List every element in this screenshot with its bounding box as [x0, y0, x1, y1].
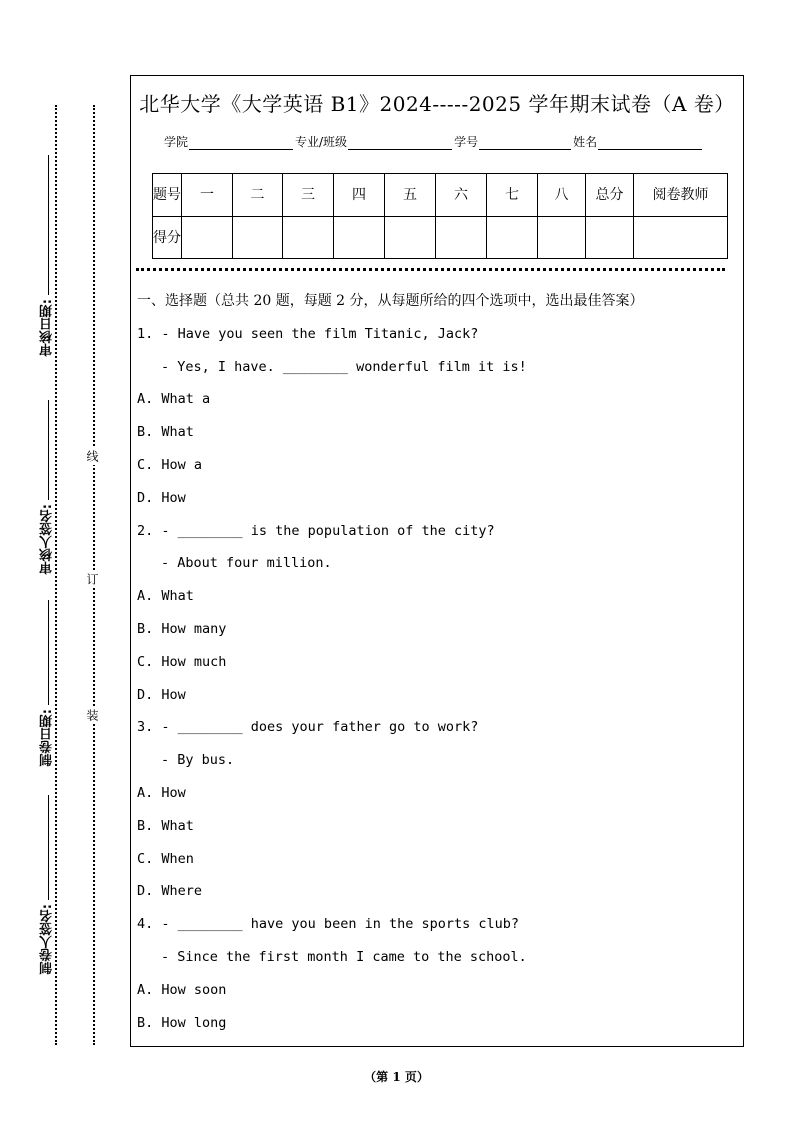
dotted-separator [136, 268, 725, 271]
question-1-option-c: C. How a [137, 456, 203, 473]
col-5: 五 [385, 174, 436, 217]
section-heading: 一、选择题（总共 20 题，每题 2 分，从每题所给的四个选项中，选出最佳答案） [137, 293, 644, 309]
review-date-label: 审核日期: [40, 299, 55, 357]
major-label: 专业/班级 [295, 135, 348, 149]
college-label: 学院 [164, 135, 189, 149]
reviewer-sign-blank[interactable] [48, 400, 49, 500]
student-info-row [164, 133, 704, 150]
score-table-header-row [153, 174, 728, 217]
question-2-response: - About four million. [161, 555, 332, 572]
reviewer-sign-field [38, 400, 58, 574]
score-table [152, 173, 728, 259]
col-3: 三 [283, 174, 334, 217]
question-1: 1. - Have you seen the film Titanic, Jack? [137, 325, 479, 342]
score-table-score-row [153, 217, 728, 259]
score-cell[interactable] [334, 217, 385, 259]
question-1-option-a: A. What a [137, 391, 211, 408]
score-cell-grader[interactable] [634, 217, 728, 259]
col-6: 六 [436, 174, 487, 217]
question-1-response: - Yes, I have. ________ wonderful film it is! [161, 358, 527, 375]
question-3-response: - By bus. [161, 752, 235, 769]
score-cell[interactable] [538, 217, 586, 259]
question-4-option-a: A. How soon [137, 981, 227, 998]
binding-pack-char: 装 [85, 706, 101, 724]
row-label-question: 题号 [153, 174, 182, 217]
col-2: 二 [233, 174, 283, 217]
question-3-option-a: A. How [137, 784, 186, 801]
col-8: 八 [538, 174, 586, 217]
question-list [137, 291, 733, 1045]
question-1-option-d: D. How [137, 489, 186, 506]
col-total: 总分 [586, 174, 634, 217]
col-grader: 阅卷教师 [634, 174, 728, 217]
score-cell-total[interactable] [586, 217, 634, 259]
name-blank[interactable] [598, 137, 702, 150]
question-2-option-b: B. How many [137, 620, 227, 637]
review-date-field [38, 155, 58, 356]
score-cell[interactable] [283, 217, 334, 259]
name-label: 姓名 [573, 135, 598, 149]
question-4-response: - Since the first month I came to the school. [161, 948, 527, 965]
prep-sign-field [38, 795, 58, 974]
student-id-blank[interactable] [479, 137, 571, 150]
question-2-option-d: D. How [137, 686, 186, 703]
question-2-option-c: C. How much [137, 653, 227, 670]
question-1-option-b: B. What [137, 424, 194, 441]
question-3: 3. - ________ does your father go to work? [137, 719, 479, 736]
college-blank[interactable] [189, 137, 293, 150]
col-4: 四 [334, 174, 385, 217]
prep-date-field [38, 600, 58, 766]
student-id-label: 学号 [454, 135, 479, 149]
question-3-option-c: C. When [137, 850, 194, 867]
prep-date-blank[interactable] [48, 600, 49, 705]
page-number: （第 1 页） [364, 1070, 429, 1084]
question-2: 2. - ________ is the population of the city? [137, 522, 495, 539]
score-cell[interactable] [436, 217, 487, 259]
exam-frame [130, 75, 744, 1047]
binding-line-char: 线 [85, 447, 101, 465]
score-cell[interactable] [487, 217, 538, 259]
prep-date-label: 制卷日期: [40, 709, 55, 767]
question-2-option-a: A. What [137, 588, 194, 605]
row-label-score: 得分 [153, 217, 182, 259]
reviewer-sign-label: 审核人签名: [40, 504, 55, 575]
score-cell[interactable] [182, 217, 233, 259]
score-cell[interactable] [233, 217, 283, 259]
col-1: 一 [182, 174, 233, 217]
binding-bind-char: 订 [85, 570, 101, 588]
exam-title: 北华大学《大学英语 B1》2024-----2025 学年期末试卷（A 卷） [139, 92, 735, 116]
score-cell[interactable] [385, 217, 436, 259]
prep-sign-label: 制卷人签名: [40, 904, 55, 975]
col-7: 七 [487, 174, 538, 217]
prep-sign-blank[interactable] [48, 795, 49, 900]
major-blank[interactable] [348, 137, 452, 150]
question-4-option-b: B. How long [137, 1014, 227, 1031]
review-date-blank[interactable] [48, 155, 49, 295]
question-4: 4. - ________ have you been in the sports club? [137, 916, 520, 933]
question-3-option-d: D. Where [137, 883, 203, 900]
question-3-option-b: B. What [137, 817, 194, 834]
